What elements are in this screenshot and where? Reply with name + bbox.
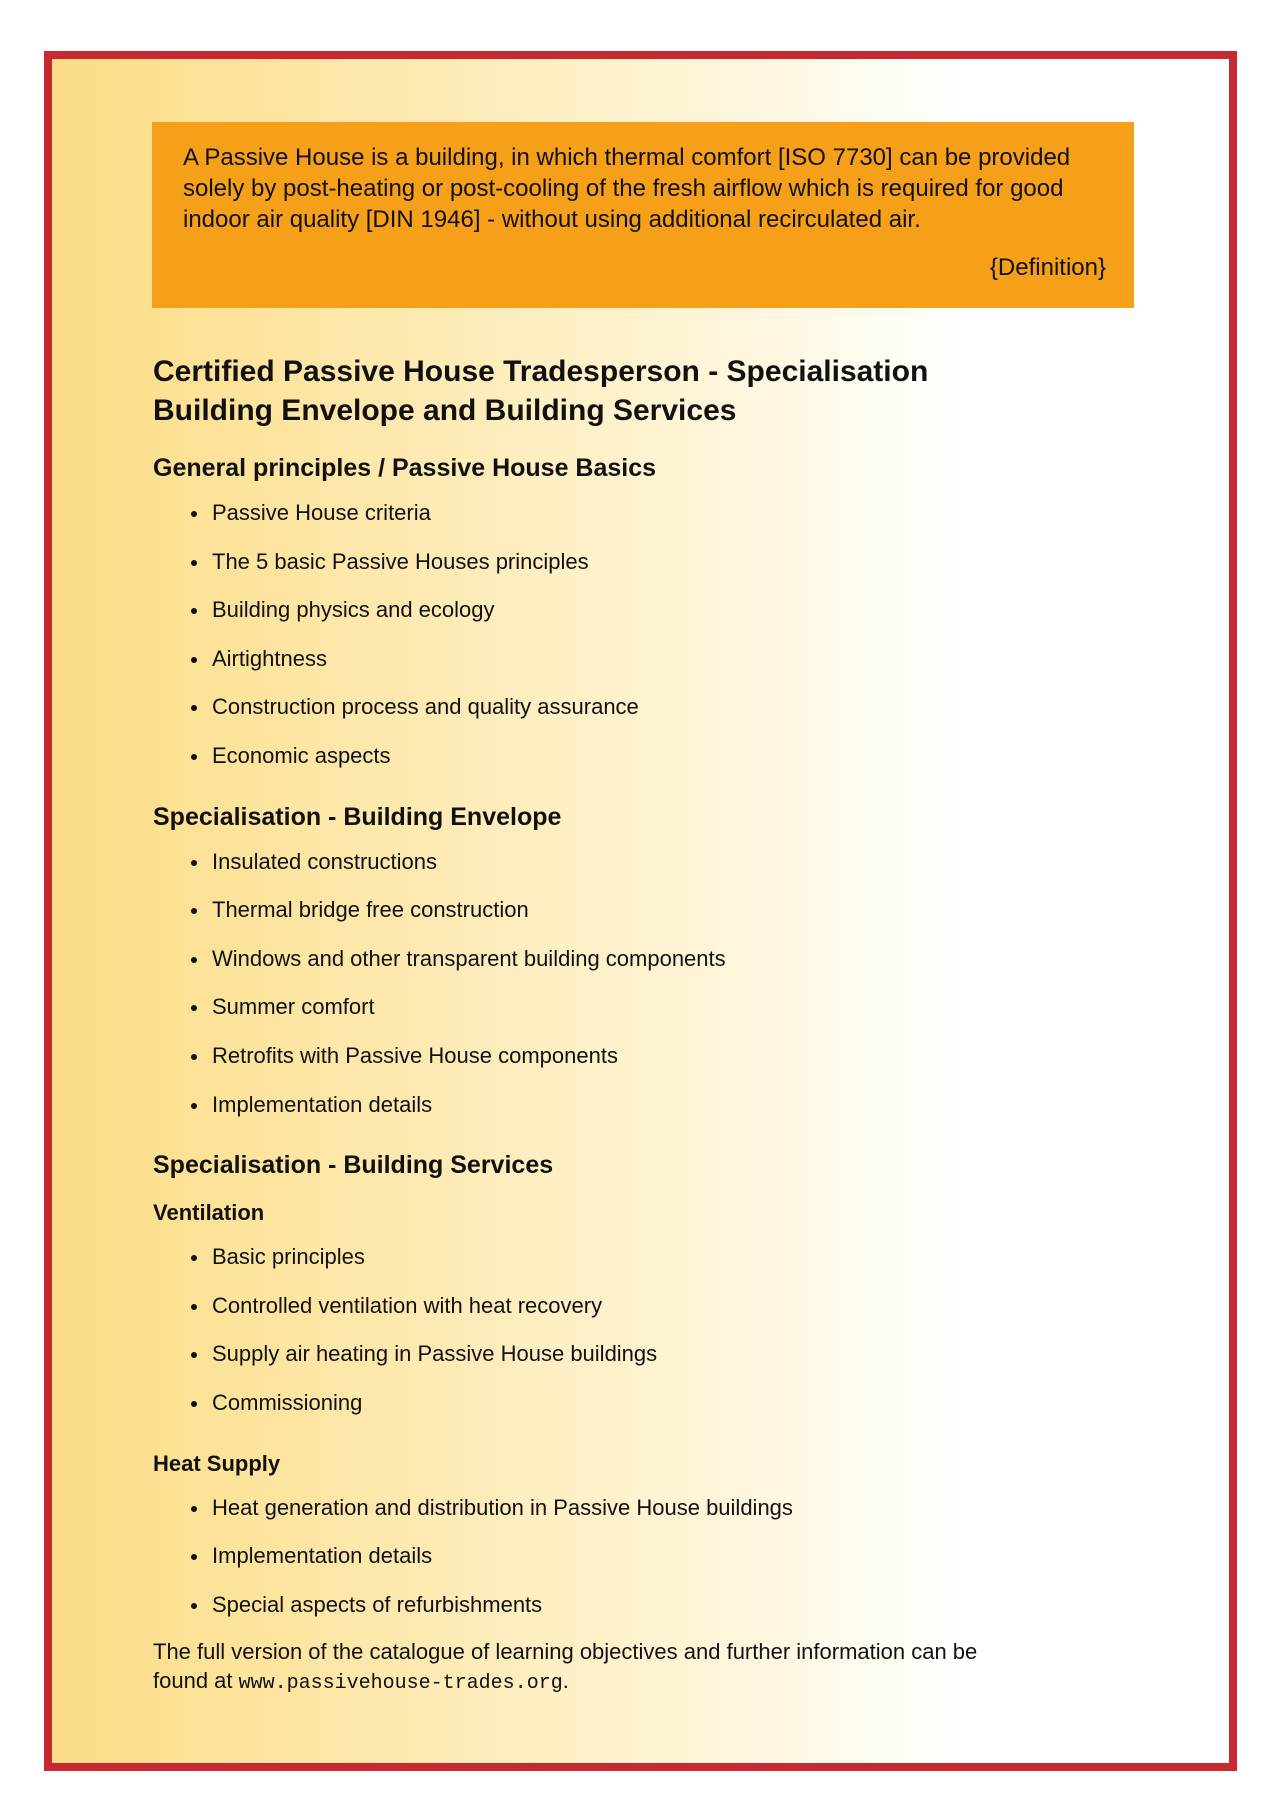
footer-line-1: The full version of the catalogue of learning objectives and further information can be bbox=[153, 1639, 978, 1665]
list-item: Heat generation and distribution in Passive House buildings bbox=[153, 1484, 1103, 1533]
subsection-heading-ventilation: Ventilation bbox=[153, 1200, 265, 1226]
list-item: Economic aspects bbox=[153, 732, 1103, 781]
list-item: Commissioning bbox=[153, 1379, 1103, 1428]
list-item: Basic principles bbox=[153, 1233, 1103, 1282]
basics-list bbox=[153, 489, 1103, 781]
footer-line-2-prefix: found at bbox=[153, 1668, 239, 1694]
list-item: Airtightness bbox=[153, 635, 1103, 684]
section-heading-services: Specialisation - Building Services bbox=[153, 1151, 554, 1180]
definition-reference: {Definition} bbox=[989, 254, 1106, 281]
list-item: Construction process and quality assurance bbox=[153, 683, 1103, 732]
list-item: Windows and other transparent building components bbox=[153, 935, 1103, 984]
list-item: Thermal bridge free construction bbox=[153, 886, 1103, 935]
footer-line-2-suffix: . bbox=[562, 1668, 569, 1694]
list-item: Summer comfort bbox=[153, 983, 1103, 1032]
section-heading-envelope: Specialisation - Building Envelope bbox=[153, 802, 562, 831]
list-item: Controlled ventilation with heat recovery bbox=[153, 1282, 1103, 1331]
list-item: Supply air heating in Passive House buildings bbox=[153, 1330, 1103, 1379]
page-title-line-1: Certified Passive House Tradesperson - Specialisation bbox=[153, 355, 929, 388]
list-item: The 5 basic Passive Houses principles bbox=[153, 538, 1103, 587]
heat-supply-list bbox=[153, 1484, 1103, 1630]
footer-note bbox=[153, 1637, 1103, 1698]
list-item: Implementation details bbox=[153, 1081, 1103, 1130]
main-content bbox=[153, 352, 1103, 1698]
website-link[interactable]: www.passivehouse-trades.org bbox=[238, 1672, 563, 1696]
envelope-list bbox=[153, 838, 1103, 1130]
list-item: Retrofits with Passive House components bbox=[153, 1032, 1103, 1081]
list-item: Implementation details bbox=[153, 1532, 1103, 1581]
list-item: Building physics and ecology bbox=[153, 586, 1103, 635]
ventilation-list bbox=[153, 1233, 1103, 1427]
page-title bbox=[153, 352, 1103, 430]
list-item: Special aspects of refurbishments bbox=[153, 1581, 1103, 1630]
subsection-heading-heat-supply: Heat Supply bbox=[153, 1450, 281, 1476]
list-item: Insulated constructions bbox=[153, 838, 1103, 887]
page-title-line-2: Building Envelope and Building Services bbox=[153, 394, 737, 427]
definition-text: A Passive House is a building, in which thermal comfort [ISO 7730] can be provided solely by post-heating or post-cooling of the fresh airflow which is required for good indoor air quality [DIN 1946] - without using additional recirculated air. bbox=[183, 144, 1071, 233]
section-heading-basics: General principles / Passive House Basics bbox=[153, 454, 657, 482]
list-item: Passive House criteria bbox=[153, 489, 1103, 538]
definition-box bbox=[152, 122, 1134, 308]
